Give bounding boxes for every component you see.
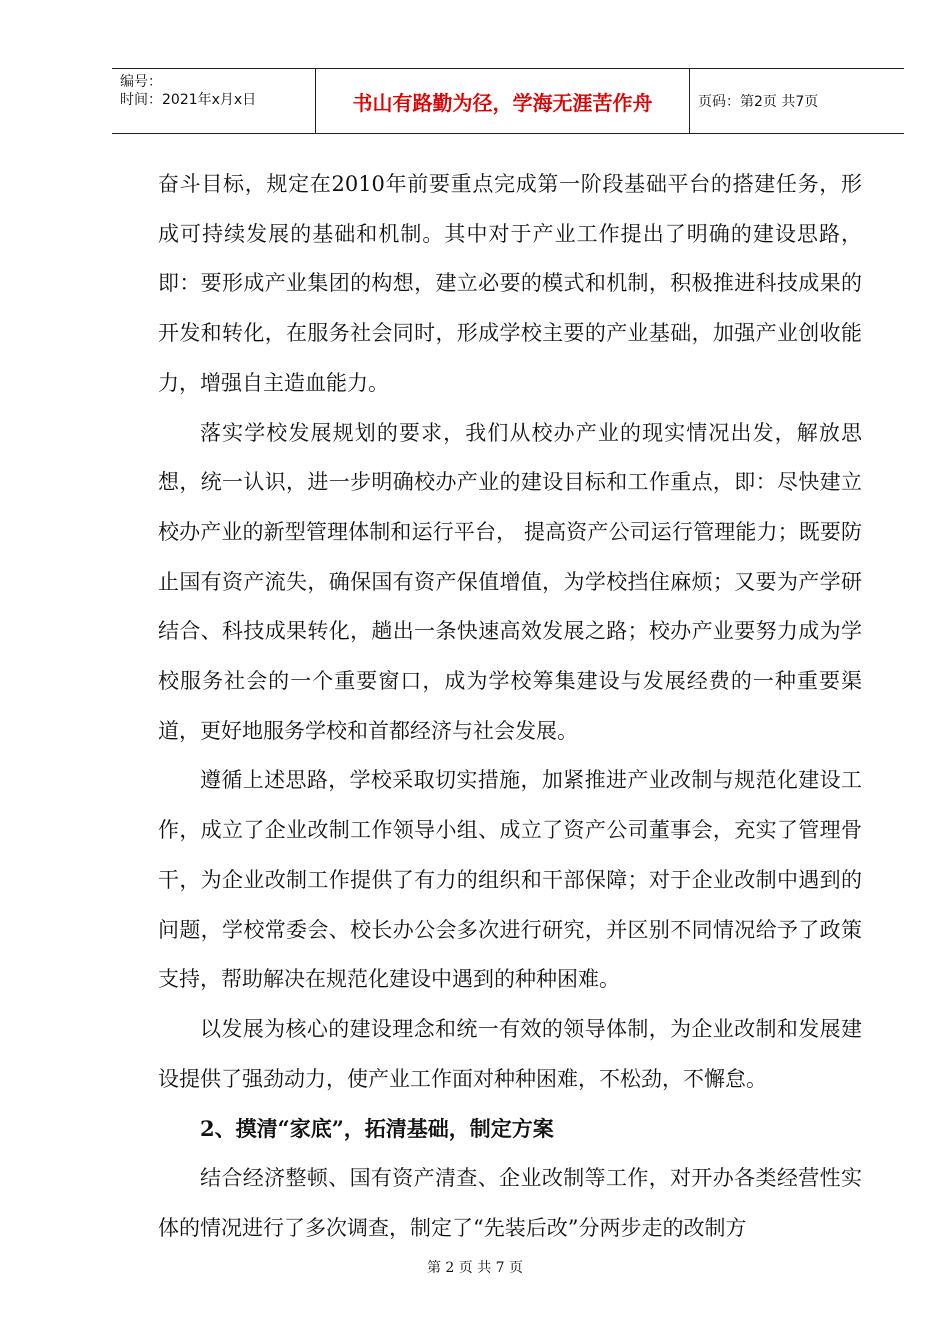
header-motto-cell <box>316 69 690 133</box>
page-footer <box>0 1257 950 1277</box>
page-header <box>112 68 904 134</box>
section-heading: 2、摸清“家底”，拓清基础，制定方案 <box>200 1116 554 1142</box>
paragraph: 遵循上述思路，学校采取切实措施，加紧推进产业改制与规范化建设工作，成立了企业改制工作领导小组、成立了资产公司董事会，充实了管理骨干，为企业改制工作提供了有力的组织和干部保障；对于企业改制中遇到的问题，学校常委会、校长办公会多次进行研究，并区别不同情况给予了政策支持，帮助解决在规范化建设中遇到的种种困难。 <box>158 768 862 992</box>
document-time-label: 时间：2021年x月x日 <box>120 92 257 108</box>
paragraph: 落实学校发展规划的要求，我们从校办产业的现实情况出发，解放思想，统一认识，进一步明确校办产业的建设目标和工作重点，即：尽快建立校办产业的新型管理体制和运行平台， 提高资产公司运行管理能力；既要防止国有资产流失，确保国有资产保值增值，为学校挡住麻烦；又要为产学研结合、科技成果转化，趟出一条快速高效发展之路；校办产业要努力成为学校服务社会的一个重要窗口，成为学校筹集建设与发展经费的一种重要渠道，更好地服务学校和首都经济与社会发展。 <box>158 420 862 743</box>
header-motto: 书山有路勤为径，学海无涯苦作舟 <box>352 90 653 115</box>
paragraph: 结合经济整顿、国有资产清查、企业改制等工作，对开办各类经营性实体的情况进行了多次调查，制定了“先装后改”分两步走的改制方 <box>158 1166 862 1240</box>
paragraph: 以发展为核心的建设理念和统一有效的领导体制，为企业改制和发展建设提供了强劲动力，使产业工作面对种种困难，不松劲，不懈怠。 <box>158 1016 862 1091</box>
header-page-info-cell <box>690 69 904 133</box>
header-meta <box>112 69 316 133</box>
footer-page-number: 第 2 页 共 7 页 <box>426 1260 524 1276</box>
document-body <box>158 160 862 1253</box>
paragraph: 奋斗目标，规定在2010年前要重点完成第一阶段基础平台的搭建任务，形成可持续发展的基础和机制。其中对于产业工作提出了明确的建设思路，即：要形成产业集团的构想，建立必要的模式和机制，积极推进科技成果的开发和转化，在服务社会同时，形成学校主要的产业基础，加强产业创收能力，增强自主造血能力。 <box>158 172 862 395</box>
document-code-label: 编号： <box>120 74 162 90</box>
header-page-info: 页码：第2页 共7页 <box>698 94 819 110</box>
